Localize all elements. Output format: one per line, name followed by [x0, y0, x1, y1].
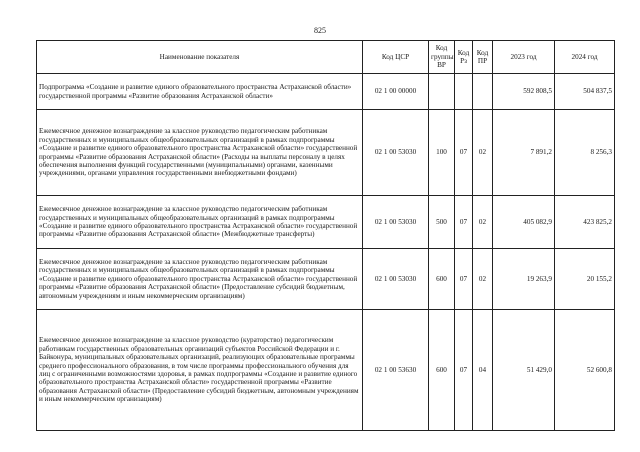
table-row	[37, 110, 615, 196]
budget-table	[36, 40, 615, 431]
row-name: Подпрограмма «Создание и развитие единого образовательного пространства Астраханской области» государственной программы «Развитие образования Астраханской области»	[37, 74, 363, 110]
header-csr: Код ЦСР	[363, 41, 429, 74]
row-vr: 500	[429, 196, 455, 249]
row-rz: 07	[455, 310, 473, 431]
row-rz	[455, 74, 473, 110]
row-2023: 7 891,2	[493, 110, 555, 196]
row-name: Ежемесячное денежное вознаграждение за классное руководство педагогическим работникам государственных и муниципальных общеобразовательных организаций в рамках подпрограммы «Создание и развитие единого образовательного пространства Астраханской области» государственной программы «Развитие образования Астраханской области» (Предоставление субсидий бюджетным, автономным учреждениям и иным некоммерческим организациям)	[37, 249, 363, 310]
row-name: Ежемесячное денежное вознаграждение за классное руководство педагогическим работникам государственных и муниципальных общеобразовательных организаций в рамках подпрограммы «Создание и развитие единого образовательного пространства Астраханской области» государственной программы «Развитие образования Астраханской области» (Расходы на выплаты персоналу в целях обеспечения выполнения функций государственными (муниципальными) органами, казенными учреждениями, органами управления государственными внебюджетными фондами)	[37, 110, 363, 196]
header-pr: Код ПР	[473, 41, 493, 74]
row-rz: 07	[455, 249, 473, 310]
row-name: Ежемесячное денежное вознаграждение за классное руководство педагогическим работникам государственных и муниципальных общеобразовательных организаций в рамках подпрограммы «Создание и развитие единого образовательного пространства Астраханской области» государственной программы «Развитие образования Астраханской области» (Межбюджетные трансферты)	[37, 196, 363, 249]
row-vr	[429, 74, 455, 110]
row-vr: 600	[429, 249, 455, 310]
header-vr: Код группы ВР	[429, 41, 455, 74]
row-csr: 02 1 00 53030	[363, 196, 429, 249]
row-pr: 02	[473, 110, 493, 196]
row-2023: 592 808,5	[493, 74, 555, 110]
row-2024: 20 155,2	[555, 249, 615, 310]
row-2024: 504 837,5	[555, 74, 615, 110]
row-pr: 02	[473, 196, 493, 249]
table-row	[37, 310, 615, 431]
row-2023: 19 263,9	[493, 249, 555, 310]
row-csr: 02 1 00 53030	[363, 110, 429, 196]
row-csr: 02 1 00 00000	[363, 74, 429, 110]
row-pr: 02	[473, 249, 493, 310]
page-number: 825	[314, 26, 326, 35]
table-row	[37, 249, 615, 310]
header-2023: 2023 год	[493, 41, 555, 74]
row-2023: 51 429,0	[493, 310, 555, 431]
table-header-row	[37, 41, 615, 74]
header-2024: 2024 год	[555, 41, 615, 74]
row-csr: 02 1 00 53630	[363, 310, 429, 431]
row-name: Ежемесячное денежное вознаграждение за классное руководство (кураторство) педагогическим работникам государственных образовательных организаций субъектов Российской Федерации и г. Байконура, муниципальных образовательных организаций, реализующих образовательные программы среднего профессионального образования, в том числе программы профессионального обучения для лиц с ограниченными возможностями здоровья, в рамках подпрограммы «Создание и развитие единого образовательного пространства Астраханской области» государственной программы «Развитие образования Астраханской области» (Предоставление субсидий бюджетным, автономным учреждениям и иным некоммерческим организациям)	[37, 310, 363, 431]
row-2024: 52 600,8	[555, 310, 615, 431]
row-csr: 02 1 00 53030	[363, 249, 429, 310]
row-rz: 07	[455, 196, 473, 249]
table-row	[37, 196, 615, 249]
header-rz: Код Рз	[455, 41, 473, 74]
row-pr	[473, 74, 493, 110]
row-vr: 100	[429, 110, 455, 196]
table-row	[37, 74, 615, 110]
row-2024: 423 825,2	[555, 196, 615, 249]
row-rz: 07	[455, 110, 473, 196]
header-name: Наименование показателя	[37, 41, 363, 74]
row-pr: 04	[473, 310, 493, 431]
row-2023: 405 082,9	[493, 196, 555, 249]
row-vr: 600	[429, 310, 455, 431]
row-2024: 8 256,3	[555, 110, 615, 196]
